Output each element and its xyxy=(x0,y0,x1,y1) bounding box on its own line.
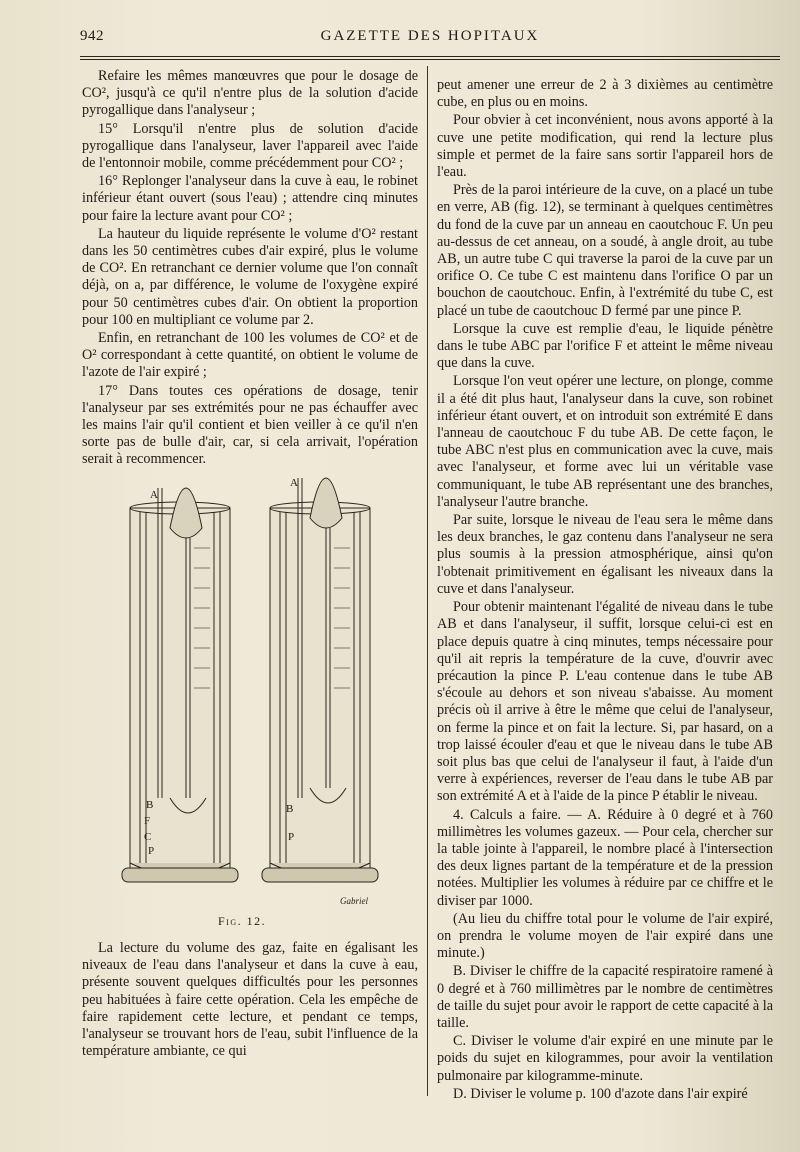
paragraph: Refaire les mêmes manœuvres que pour le dosage de CO², jusqu'à ce qu'il n'entre plus de la solution d'acide pyrogallique dans l'analyseur ; xyxy=(82,68,418,119)
paragraph: Pour obvier à cet inconvénient, nous avons apporté à la cuve une petite modification, qui rend la lecture plus simple et permet de la faire sans sortir l'appareil hors de l'eau. xyxy=(437,112,773,181)
figure-label: B xyxy=(146,799,154,811)
figure-apparatus xyxy=(110,468,390,908)
column-divider xyxy=(427,66,428,1096)
figure-label: A xyxy=(150,489,158,501)
paragraph: (Au lieu du chiffre total pour le volume de l'air expiré, on prendra le volume moyen de l'air expiré dans une minute.) xyxy=(437,910,773,962)
left-column-bottom xyxy=(82,940,418,1061)
paragraph: C. Diviser le volume d'air expiré en une minute par le poids du sujet en kilogrammes, pour avoir la ventilation pulmonaire par kilogramme-minute. xyxy=(437,1033,773,1084)
paragraph: Près de la paroi intérieure de la cuve, on a placé un tube en verre, AB (fig. 12), se terminant à quelques centimètres du fond de la cuve par un anneau en caoutchouc F. Un peu au-dessus de cet anneau, on a soudé, à angle droit, au tube AB, un autre tube C qui traverse la paroi de la cuve par un orifice O. Ce tube C est maintenu dans l'orifice O par un bouchon de caoutchouc. Enfin, à l'extrémité du tube C, est placé un tube de caoutchouc D fermé par une pince P. xyxy=(437,182,773,319)
paragraph: D. Diviser le volume p. 100 d'azote dans l'air expiré xyxy=(453,1085,748,1102)
figure-label: F xyxy=(144,815,151,827)
figure-label: P xyxy=(148,845,155,857)
figure-label: P xyxy=(288,831,295,843)
paragraph: peut amener une erreur de 2 à 3 dixièmes au centimètre cube, en plus ou en moins. xyxy=(437,77,773,111)
paragraph: 4. Calculs a faire. — A. Réduire à 0 degré et à 760 millimètres les volumes gazeux. — Pour cela, chercher sur la table jointe à l'appareil, le nombre placé à l'intersection des deux lignes partant de la température et de la pression notées. Multiplier les volumes à réduire par ce chiffre et le diviser par 1000. xyxy=(437,806,773,909)
engraver-signature: Gabriel xyxy=(340,896,368,906)
figure-label: C xyxy=(144,831,152,843)
journal-title: GAZETTE DES HOPITAUX xyxy=(320,28,540,44)
paragraph: 15° Lorsqu'il n'entre plus de solution d'acide pyrogallique dans l'analyseur, laver l'appareil avec l'aide de l'entonnoir mobile, comme précédemment pour CO² ; xyxy=(82,120,418,172)
paragraph: Lorsque la cuve est remplie d'eau, le liquide pénètre dans le tube ABC par l'orifice F et atteint le même niveau que dans la cuve. xyxy=(437,320,773,372)
paragraph: Enfin, en retranchant de 100 les volumes de CO² et de O² correspondant à cette quantité, on obtient le volume de l'azote de l'air expiré ; xyxy=(82,330,418,381)
paragraph: Lorsque l'on veut opérer une lecture, on plonge, comme il a été dit plus haut, l'analyseur dans la cuve, son robinet inférieur étant ouvert, et on introduit son extrémité E dans l'anneau de caoutchouc F du tube AB. De cette façon, le tube ABC n'est plus en communication avec la cuve, mais avec l'analyseur, et forme avec lui un véritable vase communiquant, le tube AB représentant une des branches, l'analyseur l'autre branche. xyxy=(437,373,773,510)
page-header xyxy=(80,28,780,52)
paragraph: La hauteur du liquide représente le volume d'O² restant dans les 50 centimètres cubes d'air expiré, plus le volume de CO². En retranchant ce dernier volume que l'on connaît déjà, on a, par différence, le volume de l'oxygène expiré pour 50 centimètres cubes d'air. On obtient la proportion pour 100 en multipliant ce volume par 2. xyxy=(82,225,418,328)
figure-caption: Fig. 12. xyxy=(218,914,267,928)
paragraph: B. Diviser le chiffre de la capacité respiratoire ramené à 0 degré et à 760 millimètres par le nombre de centimètres de taille du sujet pour avoir le rapport de cette capacité à la taille. xyxy=(437,963,773,1031)
right-column xyxy=(437,77,773,1104)
paragraph: La lecture du volume des gaz, faite en égalisant les niveaux de l'eau dans l'analyseur et dans la cuve à eau, présente souvent quelques difficultés pour les personnes peu habituées à faire cette opération. Cela les empêche de faire rapidement cette lecture, et pendant ce temps, l'analyseur se trouvant hors de l'eau, subit l'influence de la température ambiante, ce qui xyxy=(82,940,418,1060)
header-rule-second xyxy=(80,59,780,60)
left-column xyxy=(82,68,418,470)
paragraph: Pour obtenir maintenant l'égalité de niveau dans le tube AB et dans l'analyseur, il suffit, lorsque celui-ci est en place depuis quatre à cinq minutes, temps nécessaire pour qu'il ait repris la température de la cuve, d'ouvrir avec précaution la pince P. L'eau contenue dans le tube AB s'écoule au dehors et son niveau s'abaisse. Au moment précis où il arrive à être le même que celui de l'analyseur, on ferme la pince et on fait la lecture. Si, par hasard, on a trop laissé écouler d'eau et que le niveau dans le tube AB soit plus bas que celui de l'analyseur il faut, à l'aide d'un verre à expériences, reverser de l'eau dans le tube AB par son extrémité A et à l'aide de la pince P établir le niveau. xyxy=(437,599,773,805)
figure-label: B xyxy=(286,803,294,815)
figure-label: A xyxy=(290,477,298,489)
paragraph: 17° Dans toutes ces opérations de dosage, tenir l'analyseur par ses extrémités pour ne pas échauffer avec les mains l'air qu'il contient et bien veiller à ce qu'il n'en sorte pas de bulle d'air, car, si cela arrivait, l'opération serait à recommencer. xyxy=(82,382,418,468)
header-rule xyxy=(80,56,780,57)
apparatus-illustration xyxy=(110,468,390,908)
page-number: 942 xyxy=(80,28,104,44)
paragraph: Par suite, lorsque le niveau de l'eau sera le même dans les deux branches, le gaz contenu dans l'analyseur ne sera plus soumis à la pression atmosphérique, ainsi qu'on l'obtenait primitivement en égalisant les niveaux dans la cuve et dans l'analyseur. xyxy=(437,512,773,597)
paragraph: 16° Replonger l'analyseur dans la cuve à eau, le robinet inférieur étant ouvert (sous l'eau) ; attendre cinq minutes pour faire la lecture avant pour CO² ; xyxy=(82,173,418,224)
